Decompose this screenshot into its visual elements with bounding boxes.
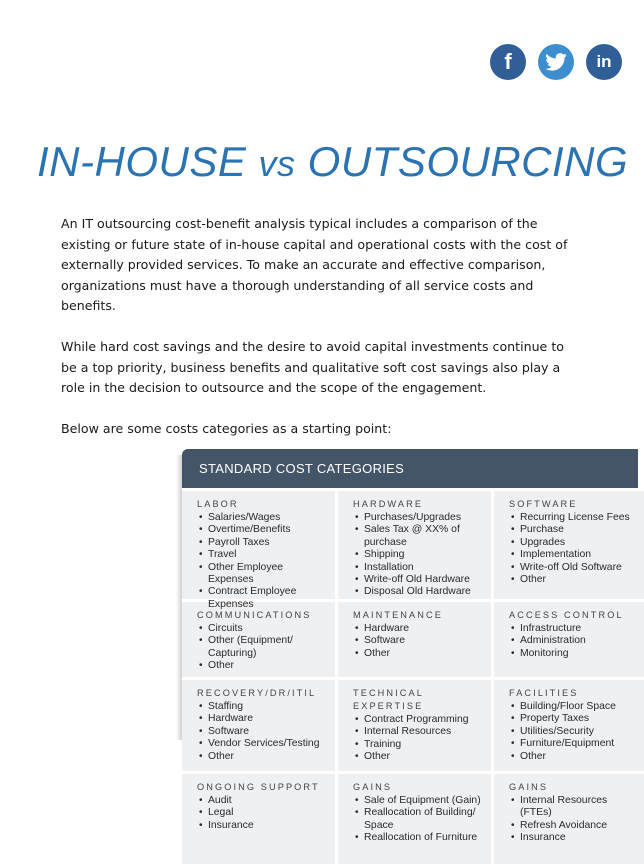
category-list: [509, 701, 636, 763]
paragraph-categories-lead: Below are some costs categories as a starting point:: [61, 421, 392, 436]
category-heading: HARDWARE: [353, 499, 424, 509]
paragraph-savings: While hard cost savings and the desire to avoid capital investments continue to be a top priority, business benefits and qualitative soft cost savings also play a role in the decision to outsource and the scope of the engagement.: [61, 339, 564, 395]
list-item: • Other: [197, 660, 327, 672]
category-heading: MAINTENANCE: [353, 610, 443, 620]
category-cell: [182, 774, 335, 864]
list-item: • Implementation: [509, 549, 636, 561]
cost-categories-table: [182, 449, 638, 851]
list-item: • Reallocation of Furniture: [353, 832, 483, 844]
category-heading: ONGOING SUPPORT: [197, 782, 320, 792]
list-item: • Other (Equipment/ Capturing): [197, 635, 327, 660]
list-item: • Write-off Old Software: [509, 562, 636, 574]
title-vs: vs: [258, 143, 296, 184]
list-item: • Sales Tax @ XX% of purchase: [353, 524, 483, 549]
category-list: [353, 795, 483, 845]
list-item: • Installation: [353, 562, 483, 574]
table-title: STANDARD COST CATEGORIES: [182, 449, 638, 488]
category-list: [509, 623, 636, 660]
category-cell: [494, 680, 644, 771]
cost-categories-grid: [182, 488, 638, 864]
list-item: • Internal Resources: [353, 726, 483, 738]
list-item: • Hardware: [197, 713, 327, 725]
category-heading: SOFTWARE: [509, 499, 578, 509]
category-heading: ACCESS CONTROL: [509, 610, 624, 620]
category-cell: [182, 680, 335, 771]
category-cell: [494, 774, 644, 864]
list-item: • Internal Resources (FTEs): [509, 795, 636, 820]
list-item: • Training: [353, 739, 483, 751]
category-cell: [338, 602, 491, 677]
list-item: • Payroll Taxes: [197, 537, 327, 549]
category-cell: [494, 602, 644, 677]
category-heading: GAINS: [353, 782, 393, 792]
category-heading: FACILITIES: [509, 688, 579, 698]
list-item: • Write-off Old Hardware: [353, 574, 483, 586]
category-heading: COMMUNICATIONS: [197, 610, 312, 620]
category-list: [353, 623, 483, 660]
category-list: [509, 512, 636, 586]
category-heading: TECHNICAL EXPERTISE: [353, 688, 424, 711]
list-item: • Shipping: [353, 549, 483, 561]
category-heading: LABOR: [197, 499, 239, 509]
list-item: • Administration: [509, 635, 636, 647]
list-item: • Purchases/Upgrades: [353, 512, 483, 524]
category-cell: [338, 774, 491, 864]
category-list: [353, 512, 483, 599]
facebook-icon[interactable]: f: [490, 44, 526, 80]
social-links: [490, 44, 622, 80]
category-list: [197, 701, 327, 763]
linkedin-icon[interactable]: in: [586, 44, 622, 80]
list-item: • Audit: [197, 795, 327, 807]
list-item: • Contract Employee Expenses: [197, 586, 327, 611]
list-item: • Monitoring: [509, 648, 636, 660]
list-item: • Legal: [197, 807, 327, 819]
list-item: • Software: [353, 635, 483, 647]
category-list: [509, 795, 636, 845]
list-item: • Travel: [197, 549, 327, 561]
list-item: • Purchase: [509, 524, 636, 536]
list-item: • Software: [197, 726, 327, 738]
page-title: IN-HOUSE vs OUTSOURCING: [37, 138, 629, 185]
category-list: [197, 795, 327, 832]
paragraph-intro: An IT outsourcing cost-benefit analysis typical includes a comparison of the existing or future state of in-house capital and operational costs with the cost of externally provided services. To make an accurate and effective comparison, organizations must have a thorough understanding of all service costs and benefits.: [61, 216, 568, 313]
category-cell: [494, 491, 644, 599]
list-item: • Reallocation of Building/ Space: [353, 807, 483, 832]
list-item: • Insurance: [197, 820, 327, 832]
list-item: • Other Employee Expenses: [197, 562, 327, 587]
list-item: • Staffing: [197, 701, 327, 713]
list-item: • Salaries/Wages: [197, 512, 327, 524]
category-cell: [182, 602, 335, 677]
list-item: • Other: [197, 751, 327, 763]
list-item: • Sale of Equipment (Gain): [353, 795, 483, 807]
category-cell: [338, 680, 491, 771]
list-item: • Recurring License Fees: [509, 512, 636, 524]
body-text: [61, 214, 581, 440]
list-item: • Other: [353, 751, 483, 763]
list-item: • Infrastructure: [509, 623, 636, 635]
list-item: • Hardware: [353, 623, 483, 635]
twitter-bird-glyph: [545, 53, 567, 71]
twitter-icon[interactable]: [538, 44, 574, 80]
list-item: • Overtime/Benefits: [197, 524, 327, 536]
list-item: • Vendor Services/Testing: [197, 738, 327, 750]
list-item: • Other: [509, 751, 636, 763]
category-list: [197, 623, 327, 673]
list-item: • Utilities/Security: [509, 726, 636, 738]
list-item: • Building/Floor Space: [509, 701, 636, 713]
category-cell: [182, 491, 335, 610]
category-heading: RECOVERY/DR/ITIL: [197, 688, 317, 698]
category-heading: GAINS: [509, 782, 549, 792]
list-item: • Upgrades: [509, 537, 636, 549]
list-item: • Property Taxes: [509, 713, 636, 725]
list-item: • Other: [353, 648, 483, 660]
category-list: [353, 714, 483, 764]
list-item: • Refresh Avoidance: [509, 820, 636, 832]
category-cell: [338, 491, 491, 599]
category-list: [197, 512, 327, 611]
list-item: • Furniture/Equipment: [509, 738, 636, 750]
list-item: • Circuits: [197, 623, 327, 635]
list-item: • Disposal Old Hardware: [353, 586, 483, 598]
list-item: • Contract Programming: [353, 714, 483, 726]
list-item: • Other: [509, 574, 636, 586]
list-item: • Insurance: [509, 832, 636, 844]
